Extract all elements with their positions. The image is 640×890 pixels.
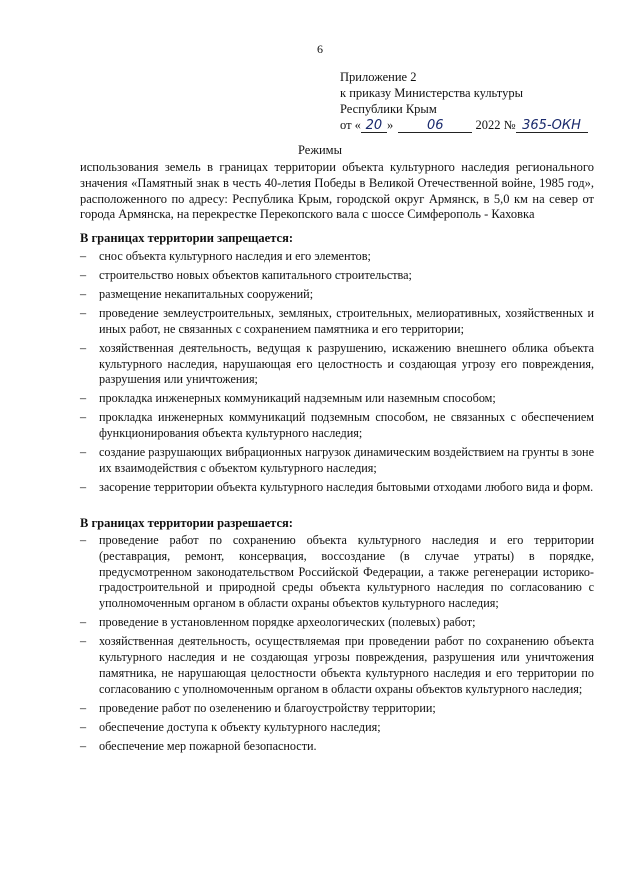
dash-bullet: – bbox=[80, 445, 87, 460]
dash-bullet: – bbox=[80, 305, 87, 320]
permitted-item-text: хозяйственная деятельность, осуществляемая при проведении работ по сохранению объекта культурного наследия и не создающая угрозы повреждения, разрушения или уничтожения памятника, не нарушающая целостности объекта культурного наследия и его территории по согласованию с уполномоченным органом в области охраны объектов культурного наследия; bbox=[99, 634, 594, 696]
permitted-item-text: обеспечение мер пожарной безопасности. bbox=[99, 738, 317, 753]
prohibited-item bbox=[80, 249, 594, 265]
prohibited-item-text: проведение землеустроительных, земляных, строительных, мелиоративных, хозяйственных и иных работ, не связанных с сохранением памятника и его территории; bbox=[99, 305, 594, 336]
prohibited-item-text: снос объекта культурного наследия и его элементов; bbox=[99, 249, 371, 263]
permitted-heading: В границах территории разрешается: bbox=[80, 516, 293, 530]
prohibited-item-text: хозяйственная деятельность, ведущая к разрушению, искажению внешнего облика объекта культурного наследия, нарушающая его целостность и создающая угрозу его повреждения, разрушения или уничтожения; bbox=[99, 340, 594, 387]
permitted-item bbox=[80, 533, 594, 612]
year-number-label: 2022 № bbox=[475, 118, 516, 132]
prohibited-list bbox=[80, 249, 594, 499]
prohibited-item bbox=[80, 306, 594, 338]
appendix-date-line bbox=[340, 117, 625, 133]
prohibited-item bbox=[80, 480, 594, 496]
dash-bullet: – bbox=[80, 533, 87, 547]
dash-bullet: – bbox=[80, 719, 87, 734]
permitted-item-text: обеспечение доступа к объекту культурного наследия; bbox=[99, 719, 381, 734]
permitted-item bbox=[80, 634, 594, 697]
permitted-item bbox=[80, 701, 594, 717]
permitted-item-text: проведение работ по сохранению объекта культурного наследия и его территории (реставрация, ремонт, консервация, воссоздание (в случае утраты) в порядке, предусмотренном законодательством Российской Федерации, а также регенерации историко-градостроительной и природной среды объекта культурного наследия по согласованию с уполномоченным органом в области охраны объектов культурного наследия; bbox=[99, 533, 594, 611]
dash-bullet: – bbox=[80, 391, 87, 406]
appendix-line-3: Республики Крым bbox=[340, 102, 437, 116]
day-suffix: » bbox=[386, 118, 394, 132]
prohibited-item-text: строительство новых объектов капитального строительства; bbox=[99, 267, 412, 282]
prohibited-item bbox=[80, 391, 594, 407]
prohibited-item bbox=[80, 268, 594, 284]
dash-bullet: – bbox=[80, 249, 87, 263]
dash-bullet: – bbox=[80, 479, 87, 494]
date-prefix: от « bbox=[340, 118, 361, 132]
dash-bullet: – bbox=[80, 615, 87, 630]
dash-bullet: – bbox=[80, 340, 87, 355]
permitted-item bbox=[80, 739, 594, 755]
prohibited-item bbox=[80, 445, 594, 477]
prohibited-item-text: засорение территории объекта культурного наследия бытовыми отходами любого вида и форм. bbox=[99, 479, 594, 494]
dash-bullet: – bbox=[80, 700, 87, 715]
prohibited-heading: В границах территории запрещается: bbox=[80, 231, 294, 245]
appendix-line-2: к приказу Министерства культуры bbox=[340, 86, 523, 100]
prohibited-item bbox=[80, 287, 594, 303]
permitted-item bbox=[80, 615, 594, 631]
intro-paragraph: использования земель в границах территории объекта культурного наследия регионального значения «Памятный знак в честь 40-летия Победы в Великой Отечественной войне, 1985 год», расположенного по адресу: Республика Крым, городской округ Армянск, в 5,0 км на север от города Армянска, на перекрестке Перекопского вала с шоссе Симферополь - Каховка bbox=[80, 160, 594, 222]
prohibited-item bbox=[80, 341, 594, 388]
dash-bullet: – bbox=[80, 634, 87, 649]
page-number: 6 bbox=[317, 42, 323, 56]
document-title: Режимы bbox=[298, 143, 342, 157]
permitted-list bbox=[80, 533, 594, 757]
prohibited-item-text: прокладка инженерных коммуникаций надземным или наземным способом; bbox=[99, 391, 496, 406]
permitted-item bbox=[80, 720, 594, 736]
dash-bullet: – bbox=[80, 286, 87, 301]
dash-bullet: – bbox=[80, 267, 87, 282]
prohibited-item-text: размещение некапитальных сооружений; bbox=[99, 286, 314, 301]
prohibited-item bbox=[80, 410, 594, 442]
permitted-item-text: проведение работ по озеленению и благоустройству территории; bbox=[99, 700, 436, 715]
appendix-header bbox=[340, 69, 625, 133]
permitted-item-text: проведение в установленном порядке археологических (полевых) работ; bbox=[99, 615, 476, 630]
dash-bullet: – bbox=[80, 738, 87, 753]
handwritten-day: 20 bbox=[361, 119, 387, 133]
appendix-line-1: Приложение 2 bbox=[340, 70, 417, 84]
handwritten-month: 06 bbox=[398, 119, 472, 133]
handwritten-order-number: 365-ОКН bbox=[516, 119, 588, 133]
prohibited-item-text: прокладка инженерных коммуникаций подземным способом, не связанных с обеспечением функционирования объекта культурного наследия; bbox=[99, 410, 594, 441]
prohibited-item-text: создание разрушающих вибрационных нагрузок динамическим воздействием на грунты в зоне их взаимодействия с объектом культурного наследия; bbox=[99, 445, 594, 475]
dash-bullet: – bbox=[80, 410, 87, 425]
